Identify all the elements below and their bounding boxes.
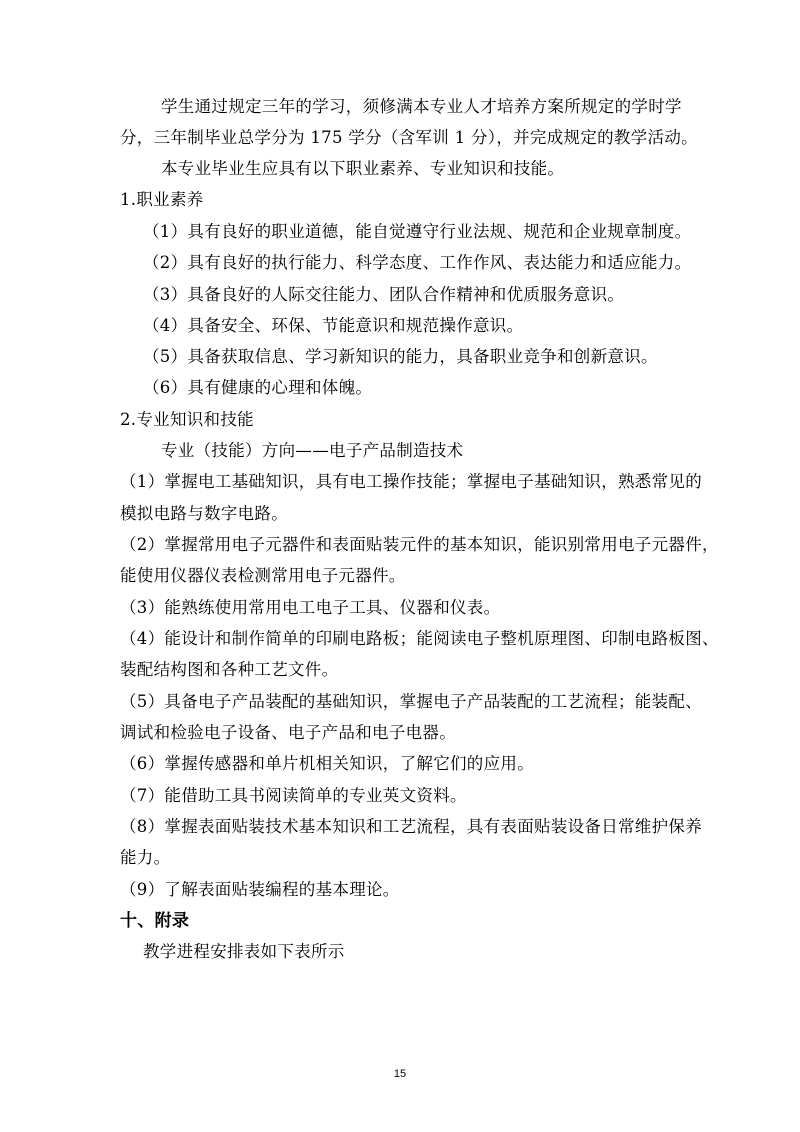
section2-item-line: 模拟电路与数字电路。 xyxy=(120,504,288,523)
page-number: 15 xyxy=(393,1068,407,1080)
section2-item-line: 能使用仪器仪表检测常用电子元器件。 xyxy=(120,566,406,585)
intro-paragraph-line-2: 分，三年制毕业总学分为 175 学分（含军训 1 分），并完成规定的教学活动。 xyxy=(120,128,698,147)
section10-heading: 十、附录 xyxy=(120,911,190,931)
intro-paragraph-2: 本专业毕业生应具有以下职业素养、专业知识和技能。 xyxy=(161,159,565,178)
section1-heading: 1.职业素养 xyxy=(120,190,204,209)
section2-item-line: （5）具备电子产品装配的基础知识，掌握电子产品装配的工艺流程；能装配、 xyxy=(120,692,702,711)
section2-item-line: （6）掌握传感器和单片机相关知识，了解它们的应用。 xyxy=(120,754,534,773)
section1-item: （3）具备良好的人际交往能力、团队合作精神和优质服务意识。 xyxy=(143,285,625,304)
section1-item: （5）具备获取信息、学习新知识的能力，具备职业竞争和创新意识。 xyxy=(143,347,658,366)
section2-item-line: （8）掌握表面贴装技术基本知识和工艺流程，具有表面贴装设备日常维护保养 xyxy=(120,817,702,836)
section2-item-line: 调试和检验电子设备、电子产品和电子电器。 xyxy=(120,723,456,742)
section2-heading: 2.专业知识和技能 xyxy=(120,410,254,429)
section2-item-line: 装配结构图和各种工艺文件。 xyxy=(120,660,339,679)
section2-item-line: （9）了解表面贴装编程的基本理论。 xyxy=(120,880,400,899)
section10-text: 教学进程安排表如下表所示 xyxy=(143,942,345,961)
section1-item: （4）具备安全、环保、节能意识和规范操作意识。 xyxy=(143,316,524,335)
section2-item-line: （4）能设计和制作简单的印刷电路板；能阅读电子整机原理图、印制电路板图、 xyxy=(120,629,719,648)
intro-paragraph-line-1: 学生通过规定三年的学习，须修满本专业人才培养方案所规定的学时学 xyxy=(161,97,682,116)
section1-item: （6）具有健康的心理和体魄。 xyxy=(143,378,373,397)
section1-item: （2）具有良好的执行能力、科学态度、工作作风、表达能力和适应能力。 xyxy=(143,253,692,272)
section2-subheading: 专业（技能）方向——电子产品制造技术 xyxy=(161,441,464,460)
section2-item-line: （2）掌握常用电子元器件和表面贴装元件的基本知识，能识别常用电子元器件， xyxy=(120,535,719,554)
section2-item-line: 能力。 xyxy=(120,848,171,867)
section2-item-line: （1）掌握电工基础知识，具有电工操作技能；掌握电子基础知识，熟悉常见的 xyxy=(120,472,702,491)
section2-item-line: （3）能熟练使用常用电工电子工具、仪器和仪表。 xyxy=(120,598,501,617)
section1-item: （1）具有良好的职业道德，能自觉遵守行业法规、规范和企业规章制度。 xyxy=(143,222,692,241)
section2-item-line: （7）能借助工具书阅读简单的专业英文资料。 xyxy=(120,786,467,805)
